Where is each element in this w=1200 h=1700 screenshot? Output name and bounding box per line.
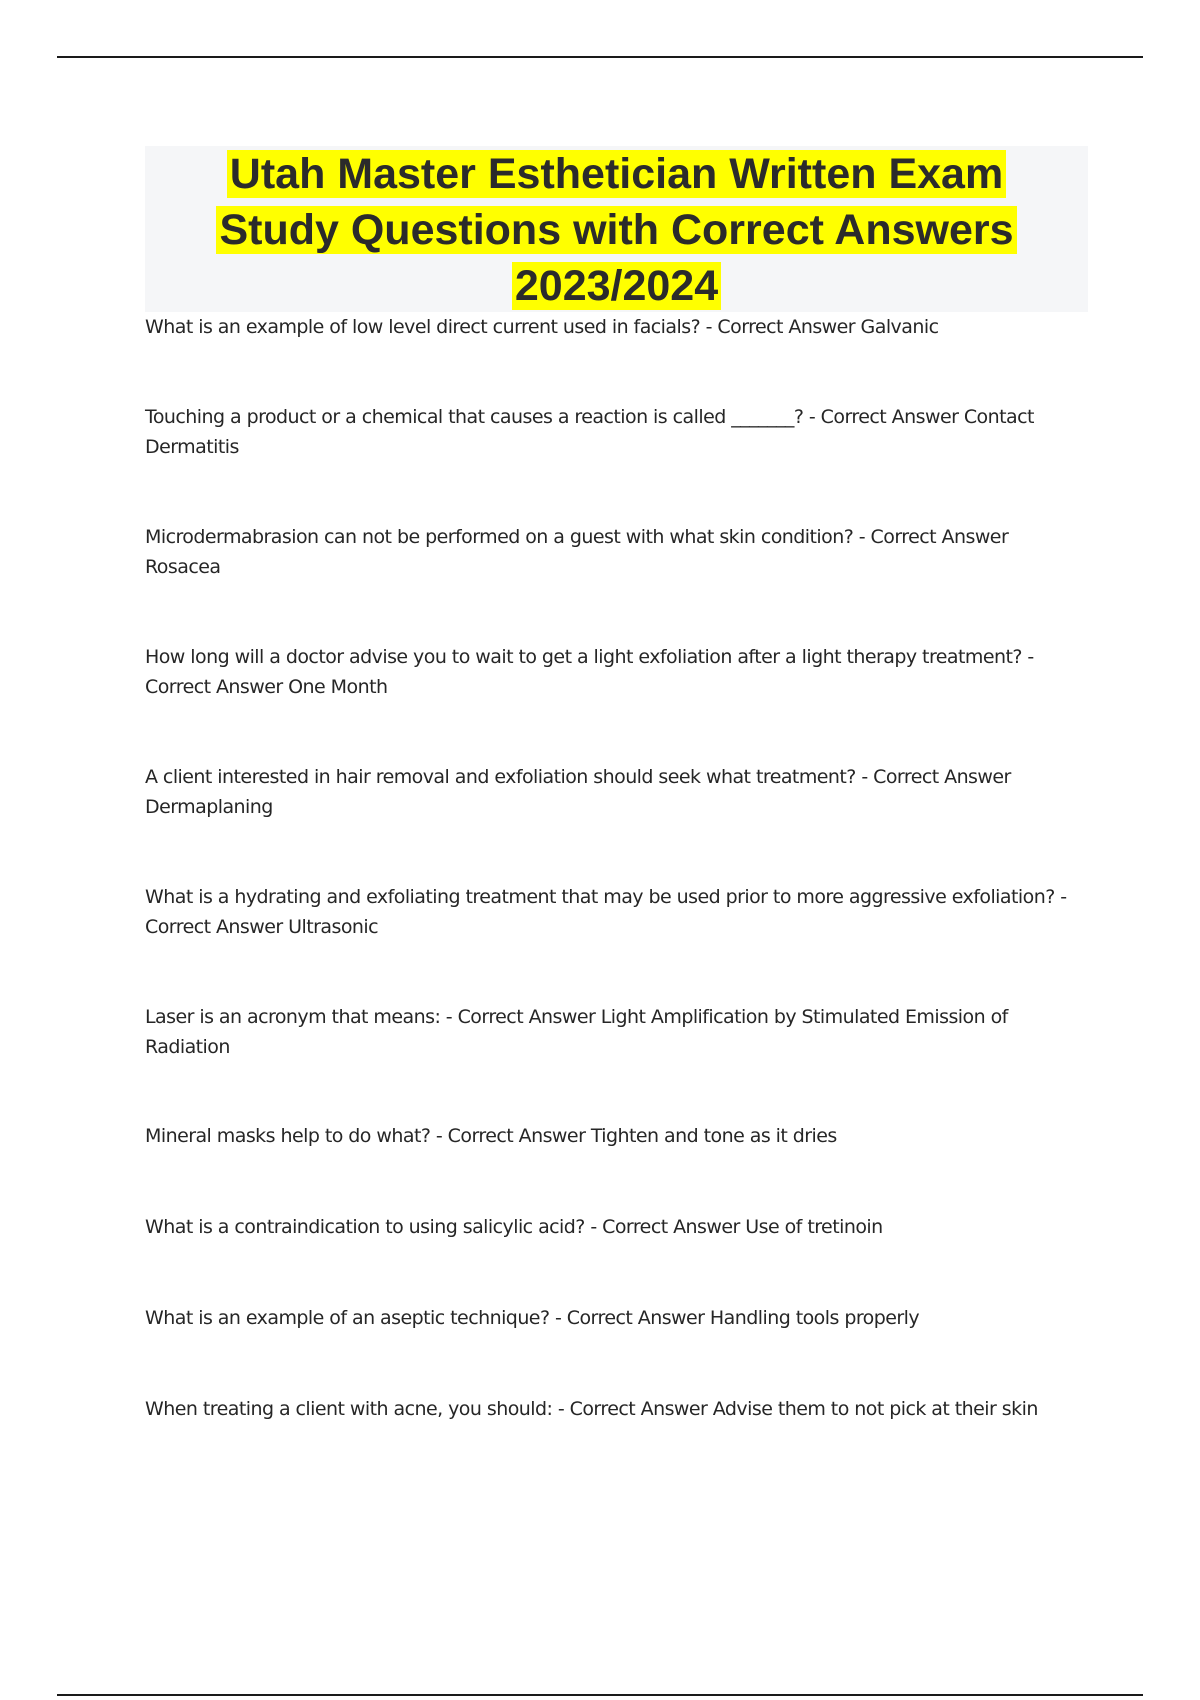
question-answer-item: Microdermabrasion can not be performed on a guest with what skin condition? - Correct Answer Rosacea [145, 526, 1009, 578]
question-answer-item: When treating a client with acne, you should: - Correct Answer Advise them to not pick at their skin [145, 1398, 1038, 1420]
question-answer-item: A client interested in hair removal and exfoliation should seek what treatment? - Correct Answer Dermaplaning [145, 766, 1011, 818]
title-line-2: Study Questions with Correct Answers [145, 202, 1088, 258]
top-rule [57, 56, 1143, 58]
question-answer-item: Mineral masks help to do what? - Correct Answer Tighten and tone as it dries [145, 1125, 837, 1147]
question-answer-item: Touching a product or a chemical that causes a reaction is called _______? - Correct Answer Contact Dermatitis [145, 406, 1034, 458]
question-answer-item: Laser is an acronym that means: - Correct Answer Light Amplification by Stimulated Emission of Radiation [145, 1006, 1008, 1058]
question-answer-item: How long will a doctor advise you to wait to get a light exfoliation after a light therapy treatment? - Correct Answer One Month [145, 646, 1034, 698]
question-answer-item: What is an example of an aseptic technique? - Correct Answer Handling tools properly [145, 1307, 920, 1329]
document-title [145, 146, 1088, 312]
title-line-1: Utah Master Esthetician Written Exam [145, 146, 1088, 202]
question-answer-item: What is an example of low level direct current used in facials? - Correct Answer Galvanic [145, 316, 939, 338]
bottom-rule [57, 1694, 1143, 1696]
question-answer-item: What is a contraindication to using salicylic acid? - Correct Answer Use of tretinoin [145, 1216, 883, 1238]
title-line-3: 2023/2024 [145, 258, 1088, 314]
question-answer-item: What is a hydrating and exfoliating treatment that may be used prior to more aggressive exfoliation? - Correct Answer Ultrasonic [145, 886, 1067, 938]
